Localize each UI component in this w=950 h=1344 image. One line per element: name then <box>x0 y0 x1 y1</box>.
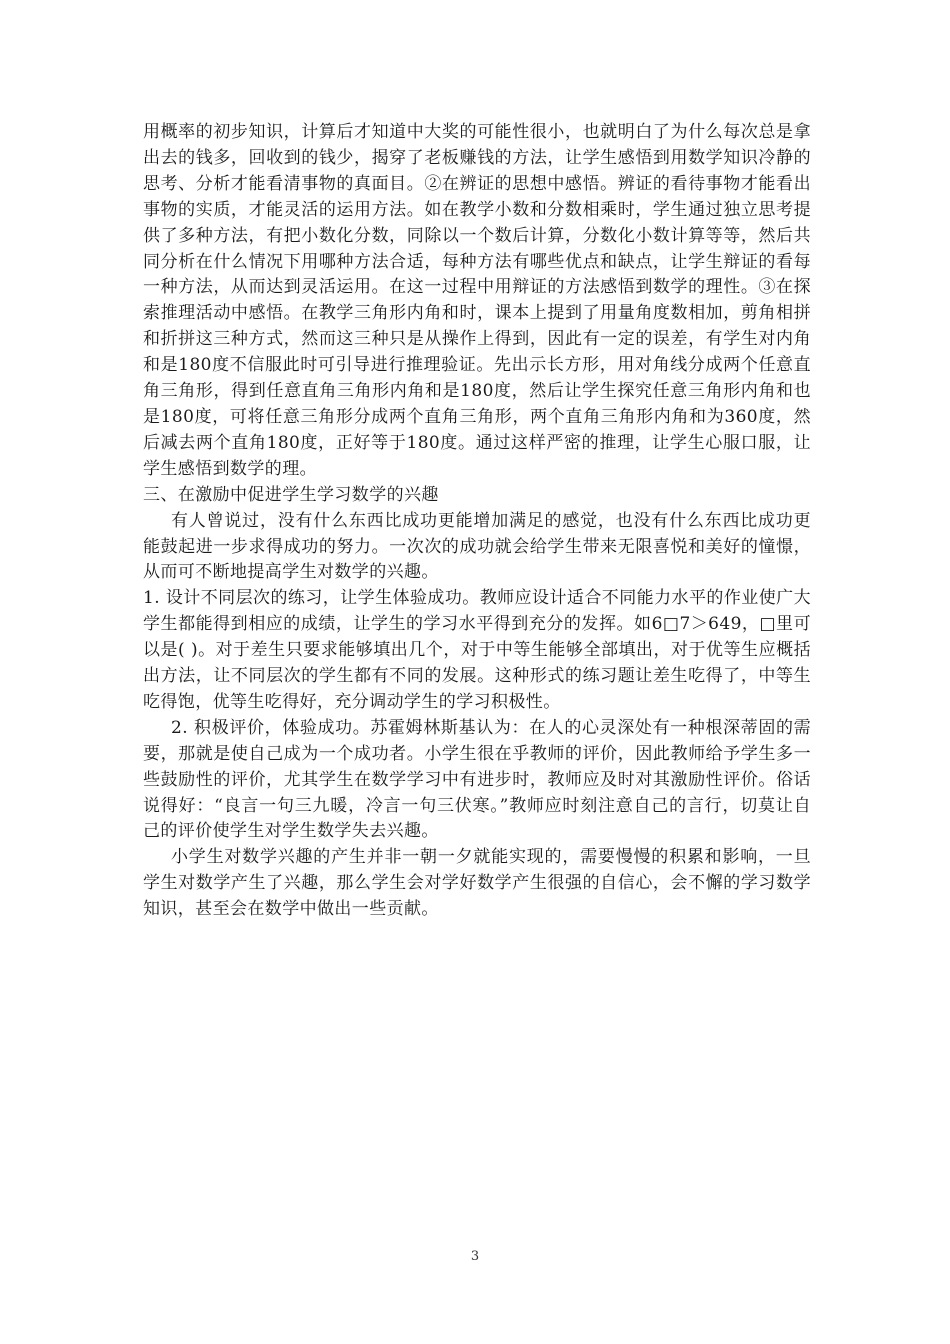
paragraph-item-two-evaluation: 2. 积极评价，体验成功。苏霍姆林斯基认为：在人的心灵深处有一种根深蒂固的需要，那就是使自己成为一个成功者。小学生很在乎教师的评价，因此教师给予学生多一些鼓励性的评价，尤其学生在数学学习中有进步时，教师应及时对其激励性评价。俗话说得好：“良言一句三九暖，冷言一句三伏寒。”教师应时刻注意自己的言行，切莫让自己的评价使学生对学生数学失去兴趣。 <box>143 717 811 842</box>
paragraph-conclusion: 小学生对数学兴趣的产生并非一朝一夕就能实现的，需要慢慢的积累和影响，一旦学生对数学产生了兴趣，那么学生会对学好数学产生很强的自信心，会不懈的学习数学知识，甚至会在数学中做出一些贡献。 <box>143 847 811 920</box>
section-heading-three: 三、在激励中促进学生学习数学的兴趣 <box>143 484 439 505</box>
page-number: 3 <box>470 1249 480 1264</box>
paragraph-probability-and-reasoning: 用概率的初步知识，计算后才知道中大奖的可能性很小，也就明白了为什么每次总是拿出去的钱多，回收到的钱少，揭穿了老板赚钱的方法，让学生感悟到用数学知识冷静的思考、分析才能看清事物的真面目。②在辨证的思想中感悟。辨证的看待事物才能看出事物的实质，才能灵活的运用方法。如在教学小数和分数相乘时，学生通过独立思考提供了多种方法，有把小数化分数，同除以一个数后计算，分数化小数计算等等，然后共同分析在什么情况下用哪种方法合适，每种方法有哪些优点和缺点，让学生辩证的看每一种方法，从而达到灵活运用。在这一过程中用辩证的方法感悟到数学的理性。③在探索推理活动中感悟。在教学三角形内角和时，课本上提到了用量角度数相加，剪角相拼和折拼这三种方式，然而这三种只是从操作上得到，因此有一定的误差，有学生对内角和是180度不信服此时可引导进行推理验证。先出示长方形，用对角线分成两个任意直角三角形，得到任意直角三角形内角和是180度，然后让学生探究任意三角形内角和也是180度，可将任意三角形分成两个直角三角形，两个直角三角形内角和为360度，然后减去两个直角180度，正好等于180度。通过这样严密的推理，让学生心服口服，让学生感悟到数学的理。 <box>143 122 811 479</box>
document-body <box>143 120 811 923</box>
paragraph-success-quote: 有人曾说过，没有什么东西比成功更能增加满足的感觉，也没有什么东西比成功更能鼓起进一步求得成功的努力。一次次的成功就会给学生带来无限喜悦和美好的憧憬，从而可不断地提高学生对数学的兴趣。 <box>143 510 811 583</box>
paragraph-item-one-exercises: 1. 设计不同层次的练习，让学生体验成功。教师应设计适合不同能力水平的作业使广大学生都能得到相应的成绩，让学生的学习水平得到充分的发挥。如6□7＞649，□里可以是( )。对于差生只要求能够填出几个，对于中等生能够全部填出，对于优等生应概括出方法，让不同层次的学生都有不同的发展。这种形式的练习题让差生吃得了，中等生吃得饱，优等生吃得好，充分调动学生的学习积极性。 <box>143 588 811 712</box>
